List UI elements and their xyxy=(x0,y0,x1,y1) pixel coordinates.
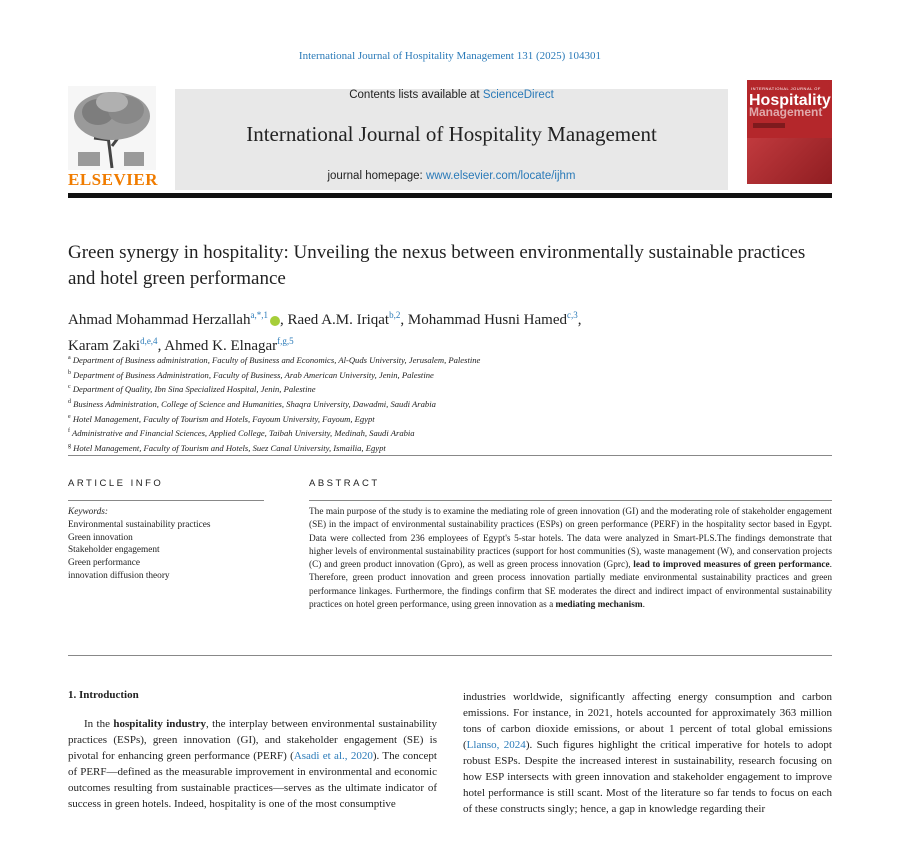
affiliation-key: e xyxy=(68,413,71,420)
author-name[interactable]: Ahmad Mohammad Herzallah xyxy=(68,312,251,328)
cover-small-text: INTERNATIONAL JOURNAL OF xyxy=(751,86,821,91)
abstract-bold: lead to improved measures of green performance xyxy=(633,560,830,571)
abstract-bold: mediating mechanism xyxy=(555,600,643,611)
author-list: Ahmad Mohammad Herzallah$^{a,*,1}$ , Raed A.M. Iriqat$^{b,2}$, Mohammad Husni Hamed$^{c,3}$, Karam Zaki$^{d,e,4}$, Ahmed K. Elnagar$^{f,g,5}$ xyxy=(68,310,582,354)
journal-title: International Journal of Hospitality Management xyxy=(246,122,657,146)
affiliation-text: Department of Business administration, Faculty of Business and Economics, Al-Quds University, Jerusalem, Palestine xyxy=(72,354,481,365)
affiliation-key: d xyxy=(68,398,71,405)
article-info-rule xyxy=(68,500,264,501)
keyword: Stakeholder engagement xyxy=(68,545,160,556)
author-name[interactable]: Raed A.M. Iriqat xyxy=(287,312,390,328)
abstract-part: . xyxy=(642,600,645,611)
publisher-wordmark: ELSEVIER xyxy=(68,170,158,189)
abstract-part: . Therefore, green product innovation and green process innovation partially mediate environmental sustainability practices and green performance linkages. Furthermore, the findings confirm that SE moderates the direct and indirect impact of environmental sustainability practices on hotel green performance, using green innovation as a xyxy=(309,560,832,611)
body-column-left xyxy=(68,716,437,812)
affiliation-key: g xyxy=(68,442,71,449)
affiliation xyxy=(68,425,838,440)
cover-image xyxy=(747,138,832,184)
sciencedirect-link[interactable]: ScienceDirect xyxy=(482,89,554,101)
paper-title: Green synergy in hospitality: Unveiling the nexus between environmentally sustainable practices and hotel green performance xyxy=(68,242,806,289)
keywords-block xyxy=(68,506,298,583)
cover-title-2: Management xyxy=(749,105,823,119)
author-name[interactable]: Mohammad Husni Hamed xyxy=(407,312,567,328)
cover-subtitle-bar xyxy=(753,123,785,128)
affiliation xyxy=(68,352,838,367)
keyword: Environmental sustainability practices xyxy=(68,519,211,530)
contents-prefix: Contents lists available at xyxy=(349,89,483,101)
affiliation xyxy=(68,367,838,382)
affiliation-key: f xyxy=(68,428,70,435)
text: In the xyxy=(84,718,114,730)
abstract-heading: ABSTRACT xyxy=(309,478,380,489)
homepage-link[interactable]: www.elsevier.com/locate/ijhm xyxy=(425,170,576,182)
author-sup[interactable]: a,*,1 xyxy=(250,310,268,320)
author-sup[interactable]: d,e,4 xyxy=(140,336,158,346)
abstract-rule xyxy=(309,500,832,501)
affiliation-list xyxy=(68,352,838,455)
divider xyxy=(68,455,832,456)
paragraph xyxy=(68,716,437,812)
homepage-line xyxy=(175,170,728,182)
text: , the interplay between environmental sustainability practices (ESPs), green innovation (GI), and stakeholder engagement (SE) is pivotal for enhancing green performance (PERF) ( xyxy=(68,718,437,762)
affiliation-text: Administrative and Financial Sciences, Applied College, Taibah University, Medinah, Saudi Arabia xyxy=(72,428,415,439)
header-rule xyxy=(68,193,832,198)
citation-link[interactable]: Asadi et al., 2020 xyxy=(293,750,373,762)
body-column-right xyxy=(463,689,832,817)
keyword: Green innovation xyxy=(68,532,133,543)
bold-text: hospitality industry xyxy=(113,718,206,730)
affiliation-text: Hotel Management, Faculty of Tourism and Hotels, Suez Canal University, Ismailia, Egypt xyxy=(73,442,386,453)
affiliation xyxy=(68,411,838,426)
keywords-label: Keywords: xyxy=(68,507,108,517)
contents-line xyxy=(175,89,728,101)
author-sup[interactable]: b,2 xyxy=(389,310,401,320)
affiliation-text: Hotel Management, Faculty of Tourism and Hotels, Fayoum University, Fayoum, Egypt xyxy=(72,413,375,424)
text: ). Such figures highlight the critical imperative for hotels to adopt robust ESPs. Despite the increased interest in sustainability, research focusing on how ESP intersects with green innovation and stakeholder engagement to improve hotel performance is still scant. Most of the literature so far tends to focus on each of these constructs singly; hence, a gap in knowledge regarding their xyxy=(463,739,832,815)
affiliation-key: a xyxy=(68,355,71,361)
journal-cover-thumbnail[interactable] xyxy=(747,80,832,184)
affiliation-text: Department of Quality, Ibn Sina Specialized Hospital, Jenin, Palestine xyxy=(72,384,316,395)
keyword: innovation diffusion theory xyxy=(68,570,170,581)
affiliation-key: b xyxy=(68,369,71,376)
divider xyxy=(68,655,832,656)
abstract-text xyxy=(309,506,832,612)
orcid-icon[interactable] xyxy=(270,316,280,326)
cover-title: Hospitality xyxy=(749,92,831,109)
affiliation-text: Business Administration, College of Science and Humanities, Shaqra University, Dawadmi, Saudi Arabia xyxy=(73,398,436,409)
citation-link[interactable]: Llanso, 2024 xyxy=(466,739,526,751)
author-sup[interactable]: f,g,5 xyxy=(277,336,294,346)
abstract-part: The main purpose of the study is to examine the mediating role of green innovation (GI) and the moderating role of stakeholder engagement (SE) in the impact of environmental sustainability practices (ESPs) on green performance (PERF) in the hospitality sector based in Egypt. Data were collected from 236 employees of Egypt's 5-star hotels. The data were analyzed in Smart-PLS.The findings demonstrate that higher levels of environmental sustainability practices (support for host communities (S), waste management (W), and conservation projects (C) and green product innovation (Gpro), as well as green process innovation (Gprc), xyxy=(309,507,832,571)
homepage-prefix: journal homepage: xyxy=(327,170,426,182)
keyword: Green performance xyxy=(68,558,141,569)
affiliation xyxy=(68,381,838,396)
section-heading: 1. Introduction xyxy=(68,689,139,701)
text: industries worldwide, significantly affecting energy consumption and carbon emissions. For instance, in 2021, hotels accounted for approximately 363 million tons of carbon dioxide emissions, or about 1 percent of total global emissions ( xyxy=(463,691,832,751)
text: ). The concept of PERF—defined as the measurable improvement in environmental and economic outcomes resulting from sustainable practices—serves as the ultimate indicator of success in green hotels. Indeed, hospitality is one of the most consumptive xyxy=(68,750,437,810)
affiliation xyxy=(68,396,838,411)
author-sup[interactable]: c,3 xyxy=(567,310,578,320)
running-header-link[interactable]: International Journal of Hospitality Management 131 (2025) 104301 xyxy=(298,50,602,62)
author-name[interactable]: Karam Zaki xyxy=(68,338,141,354)
affiliation-text: Department of Business Administration, Faculty of Business, Arab American University, Jenin, Palestine xyxy=(73,369,434,380)
author-name[interactable]: Ahmed K. Elnagar xyxy=(164,338,278,354)
running-header xyxy=(0,50,900,62)
affiliation-key: c xyxy=(68,384,71,391)
article-info-heading: ARTICLE INFO xyxy=(68,478,164,489)
affiliation xyxy=(68,440,838,455)
